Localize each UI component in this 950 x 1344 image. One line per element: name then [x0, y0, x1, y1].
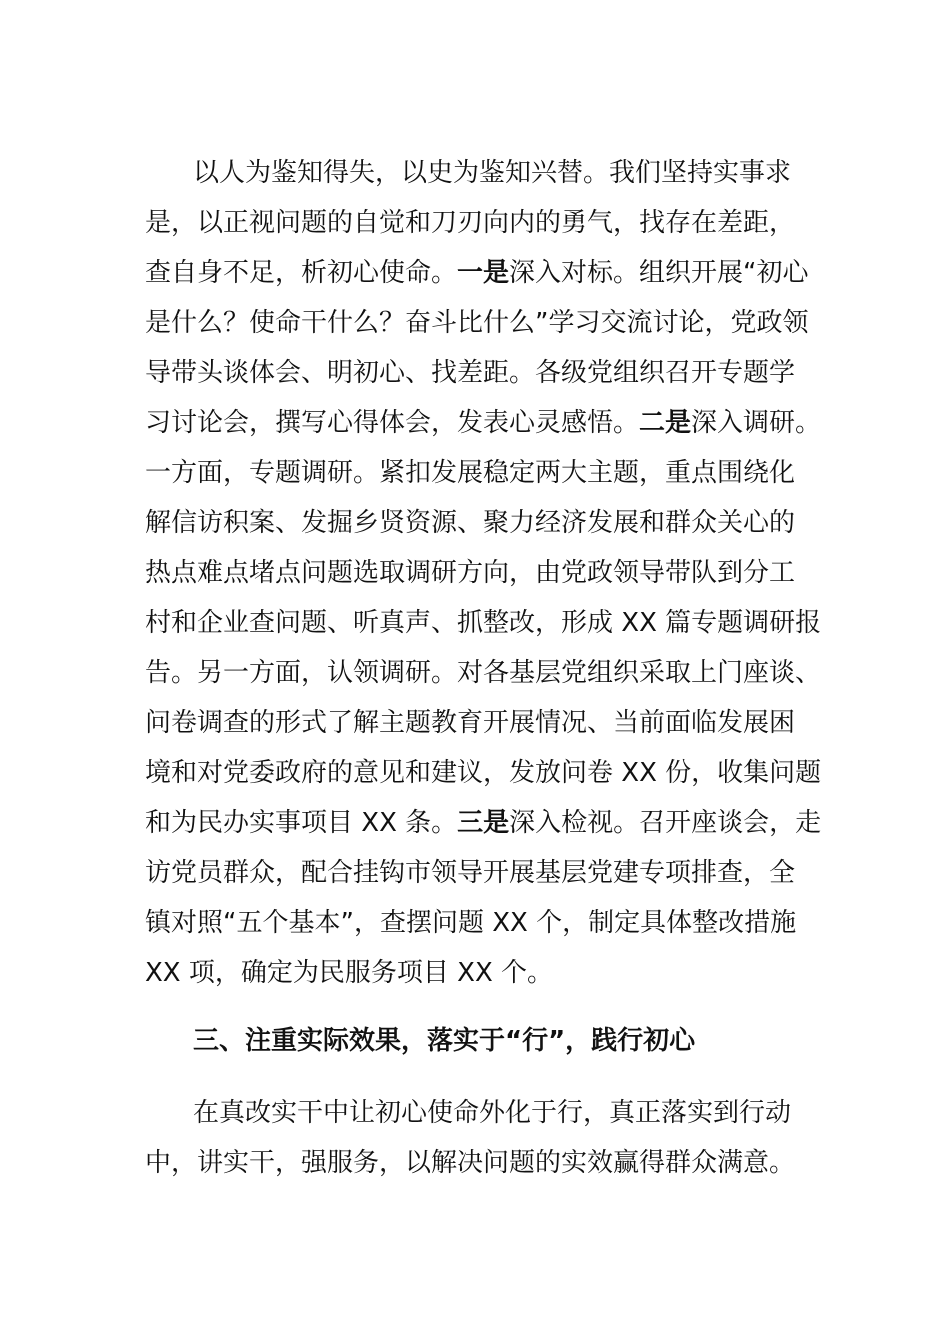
text-line: 习讨论会，撰写心得体会，发表心灵感悟。二是深入调研。: [145, 408, 822, 438]
text-line: 镇对照“五个基本”，查摆问题 XX 个，制定具体整改措施: [145, 908, 797, 938]
text-line: 告。另一方面，认领调研。对各基层党组织采取上门座谈、: [145, 658, 822, 688]
text-line: 是什么？使命干什么？奋斗比什么”学习交流讨论，党政领: [145, 308, 809, 338]
bold-marker: 三是: [457, 808, 510, 838]
text-line: 境和对党委政府的意见和建议，发放问卷 XX 份，收集问题: [145, 758, 822, 788]
text-line: 在真改实干中让初心使命外化于行，真正落实到行动: [193, 1098, 792, 1128]
section-heading: 三、注重实际效果，落实于“行”，践行初心: [193, 1026, 696, 1056]
text-line: 是，以正视问题的自觉和刀刃向内的勇气，找存在差距，: [145, 208, 796, 238]
text-line: 中，讲实干，强服务，以解决问题的实效赢得群众满意。: [145, 1148, 796, 1178]
text-line: 导带头谈体会、明初心、找差距。各级党组织召开专题学: [145, 358, 796, 388]
text-line: 查自身不足，析初心使命。一是深入对标。组织开展“初心: [145, 258, 809, 288]
text-line: 访党员群众，配合挂钩市领导开展基层党建专项排查，全: [145, 858, 796, 888]
text-line: 一方面，专题调研。紧扣发展稳定两大主题，重点围绕化: [145, 458, 796, 488]
bold-marker: 一是: [457, 258, 510, 288]
text-line: 解信访积案、发掘乡贤资源、聚力经济发展和群众关心的: [145, 508, 796, 538]
text-line: XX 项，确定为民服务项目 XX 个。: [145, 958, 554, 988]
text-line: 问卷调查的形式了解主题教育开展情况、当前面临发展困: [145, 708, 796, 738]
text-line: 和为民办实事项目 XX 条。三是深入检视。召开座谈会，走: [145, 808, 822, 838]
text-line: 村和企业查问题、听真声、抓整改，形成 XX 篇专题调研报: [145, 608, 822, 638]
text-line: 热点难点堵点问题选取调研方向，由党政领导带队到分工: [145, 558, 796, 588]
text-line: 以人为鉴知得失，以史为鉴知兴替。我们坚持实事求: [193, 158, 792, 188]
bold-marker: 二是: [639, 408, 692, 438]
